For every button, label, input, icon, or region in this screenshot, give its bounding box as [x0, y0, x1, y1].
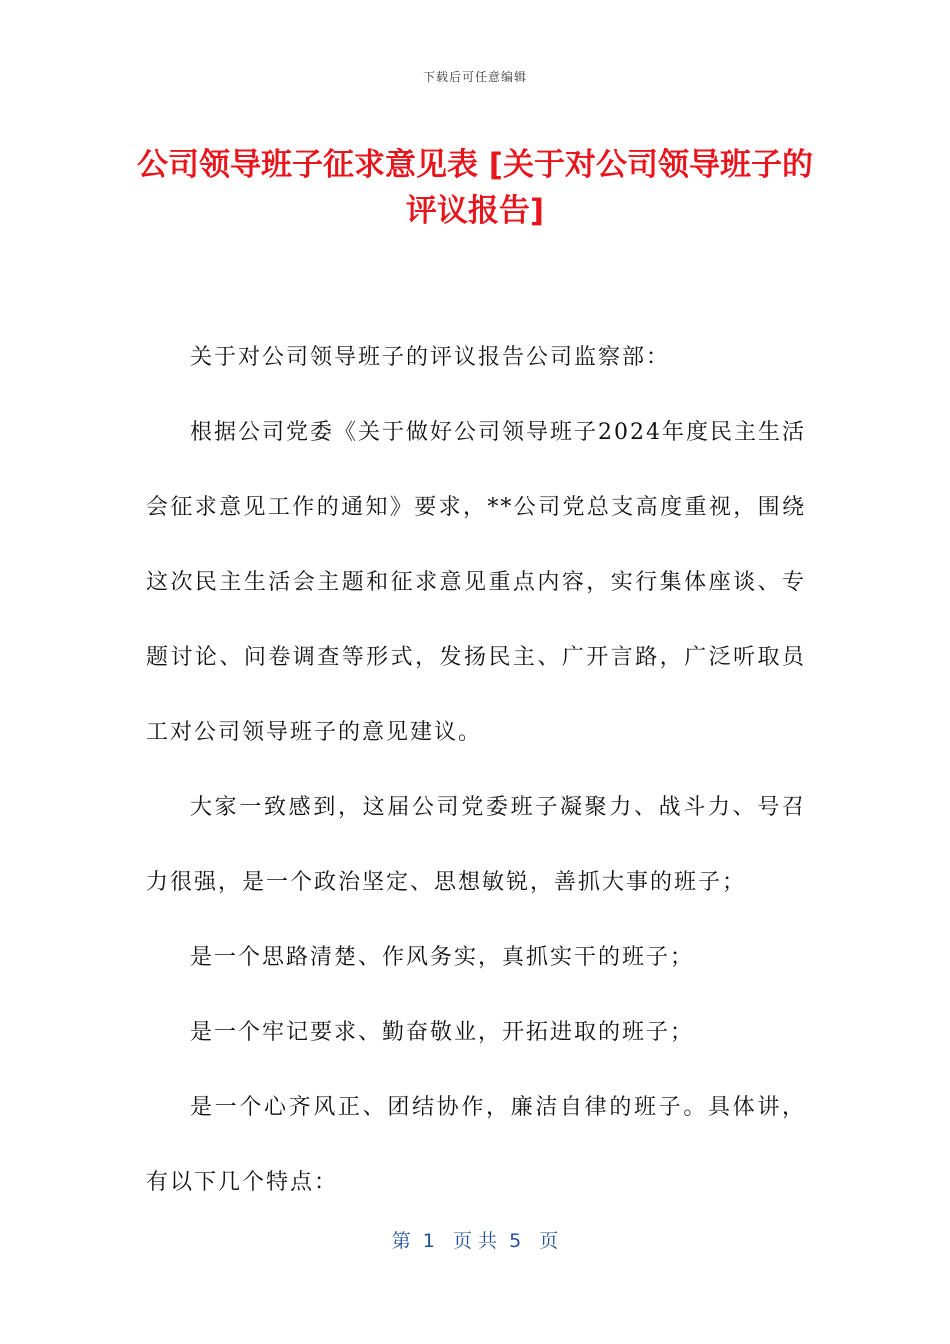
- paragraph: 根据公司党委《关于做好公司领导班子2024年度民主生活会征求意见工作的通知》要求，**公司党总支高度重视，围绕这次民主生活会主题和征求意见重点内容，实行集体座谈、专题讨论、问卷调查等形式，发扬民主、广开言路，广泛听取员工对公司领导班子的意见建议。: [146, 420, 806, 745]
- paragraph: 是一个牢记要求、勤奋敬业，开拓进取的班子；: [190, 1020, 695, 1045]
- document-title: 公司领导班子征求意见表 [关于对公司领导班子的评议报告]: [137, 147, 813, 229]
- paragraph: 关于对公司领导班子的评议报告公司监察部：: [190, 345, 671, 370]
- paragraph: 是一个思路清楚、作风务实，真抓实干的班子；: [190, 945, 695, 970]
- page-number-footer: 第 1 页 共 5 页: [391, 1230, 559, 1252]
- paragraph: 是一个心齐风正、团结协作，廉洁自律的班子。具体讲，有以下几个特点：: [146, 1095, 806, 1195]
- paragraph: 大家一致感到，这届公司党委班子凝聚力、战斗力、号召力很强，是一个政治坚定、思想敏锐，善抓大事的班子；: [146, 795, 806, 895]
- document-body: [146, 320, 806, 1220]
- page-header-note: 下载后可任意编辑: [422, 70, 527, 84]
